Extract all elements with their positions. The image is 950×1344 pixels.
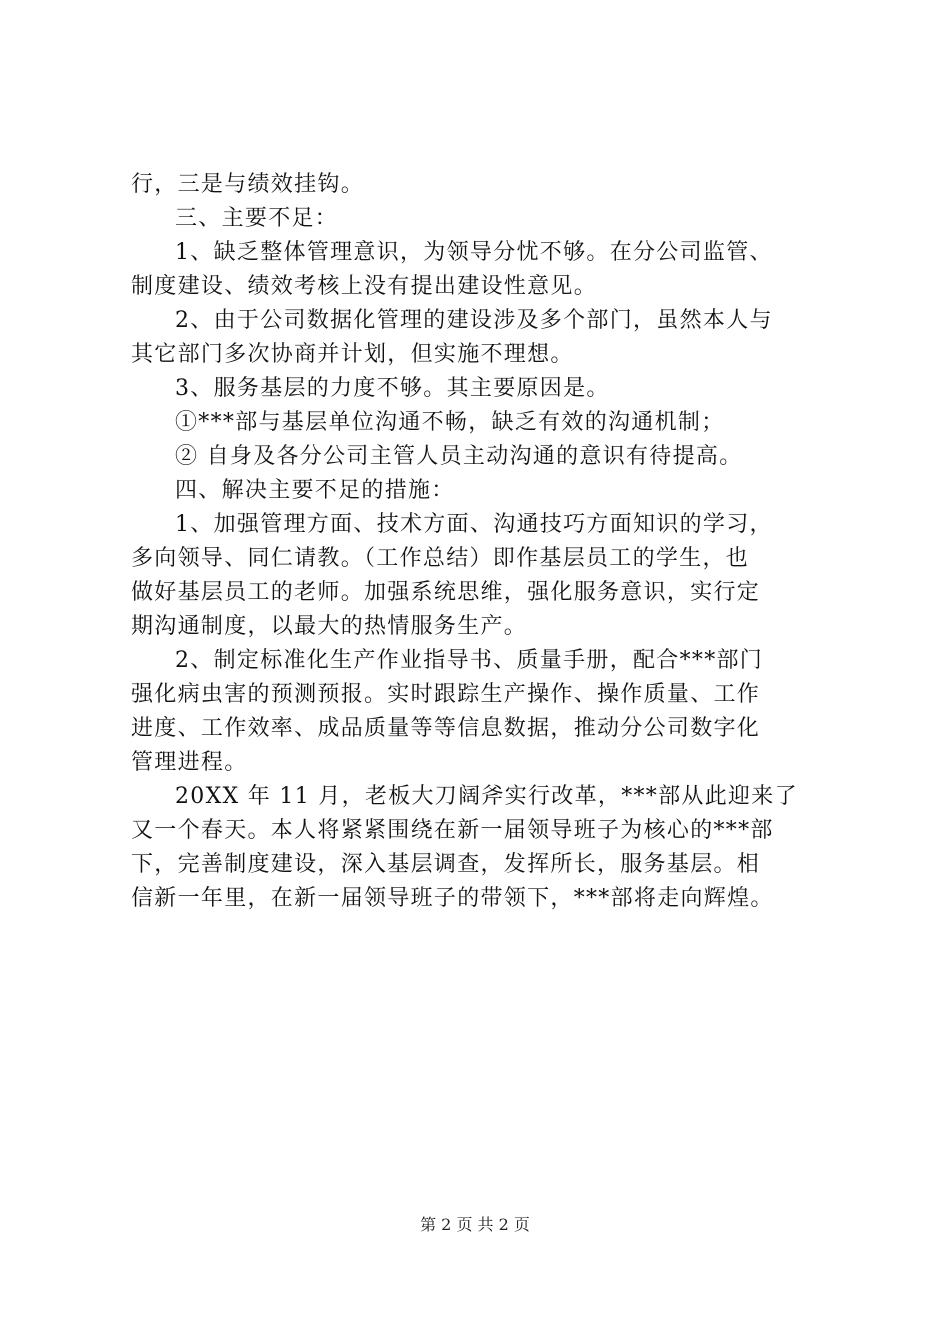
paragraph-line: 制度建设、绩效考核上没有提出建设性意见。 [131, 274, 598, 299]
paragraph-line: 又一个春天。本人将紧紧围绕在新一届领导班子为核心的***部 [131, 818, 774, 843]
paragraph-line: 3、服务基层的力度不够。其主要原因是。 [175, 376, 610, 401]
paragraph-line: 下，完善制度建设，深入基层调查，发挥所长，服务基层。相 [131, 852, 761, 877]
page-number-footer: 第 2 页 共 2 页 [420, 1215, 530, 1234]
paragraph-line: ①***部与基层单位沟通不畅，缺乏有效的沟通机制； [175, 410, 725, 435]
paragraph-line: 管理进程。 [131, 750, 248, 775]
paragraph-line: 多向领导、同仁请教。（工作总结）即作基层员工的学生，也 [131, 546, 750, 571]
paragraph-line: 20XX 年 11 月，老板大刀阔斧实行改革，***部从此迎来了 [175, 784, 798, 809]
section-heading-measures: 四、解决主要不足的措施： [175, 478, 455, 503]
paragraph-line: 1、缺乏整体管理意识，为领导分忧不够。在分公司监管、 [175, 240, 773, 265]
paragraph-line: 做好基层员工的老师。加强系统思维，强化服务意识，实行定 [131, 580, 761, 605]
paragraph-line: 强化病虫害的预测预报。实时跟踪生产操作、操作质量、工作 [131, 682, 761, 707]
paragraph-line: 信新一年里，在新一届领导班子的带领下，***部将走向辉煌。 [131, 886, 774, 911]
document-body [131, 168, 831, 916]
paragraph-line: 2、由于公司数据化管理的建设涉及多个部门，虽然本人与 [175, 308, 773, 333]
paragraph-line: ② 自身及各分公司主管人员主动沟通的意识有待提高。 [175, 444, 743, 469]
paragraph-line: 1、加强管理方面、技术方面、沟通技巧方面知识的学习， [175, 512, 773, 537]
paragraph-line: 行，三是与绩效挂钩。 [131, 172, 365, 197]
section-heading-shortcomings: 三、主要不足： [175, 206, 339, 231]
paragraph-line: 其它部门多次协商并计划，但实施不理想。 [131, 342, 574, 367]
paragraph-line: 进度、工作效率、成品质量等等信息数据，推动分公司数字化 [131, 716, 761, 741]
paragraph-line: 2、制定标准化生产作业指导书、质量手册，配合***部门 [175, 648, 764, 673]
paragraph-line: 期沟通制度，以最大的热情服务生产。 [131, 614, 528, 639]
